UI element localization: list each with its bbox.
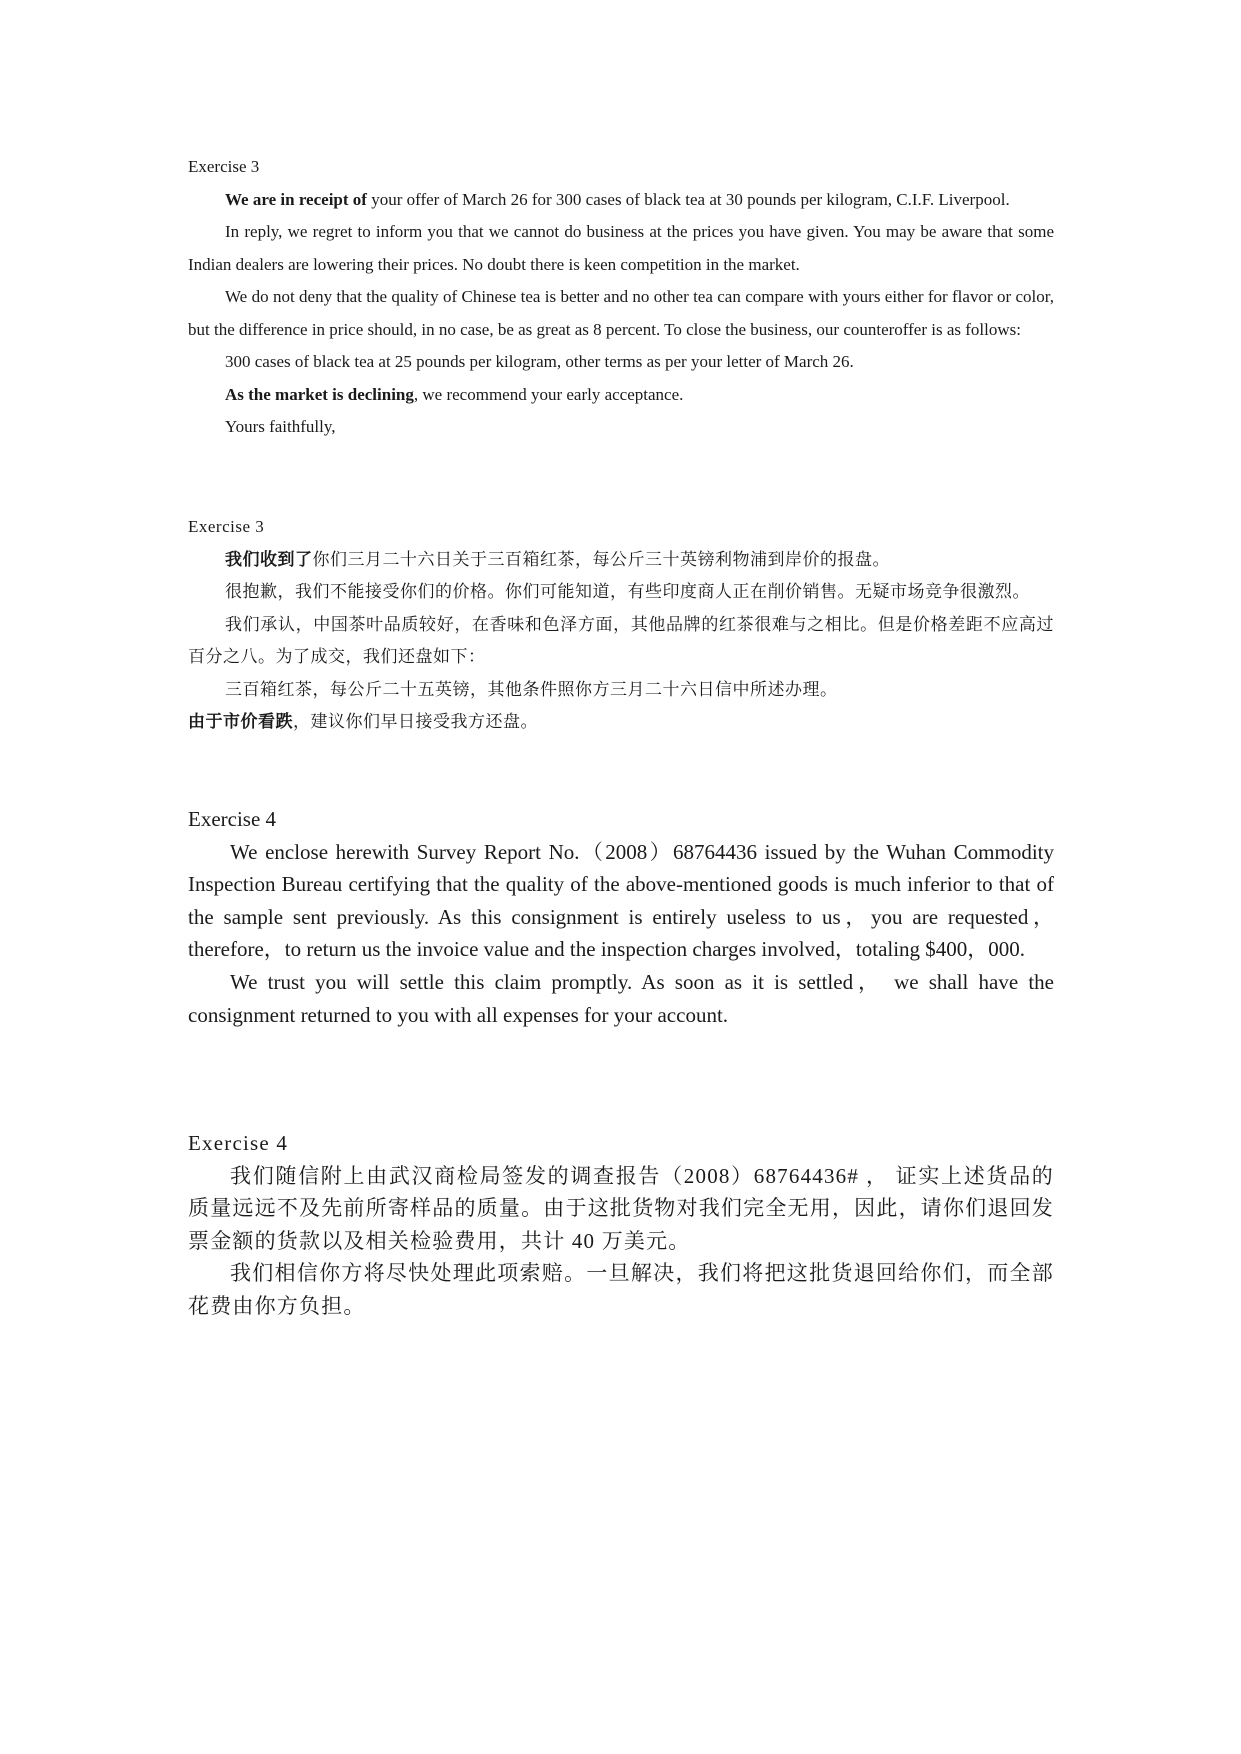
exercise-3-cn-heading: Exercise 3 [188, 517, 265, 536]
ex3-cn-paragraph-3: 我们承认，中国茶叶品质较好，在香味和色泽方面，其他品牌的红茶很难与之相比。但是价格差距不应高过百分之八。为了成交，我们还盘如下： [188, 614, 1054, 666]
ex3-en-paragraph-4: 300 cases of black tea at 25 pounds per kilogram, other terms as per your letter of March 26. [225, 352, 854, 371]
ex3-cn-paragraph-5 [188, 706, 1054, 739]
ex3-cn-paragraph-1 [188, 544, 1054, 577]
ex4-cn-paragraph-2: 我们相信你方将尽快处理此项索赔。一旦解决，我们将把这批货退回给你们，而全部花费由你方负担。 [188, 1261, 1054, 1318]
exercise-4-cn-heading: Exercise 4 [188, 1131, 289, 1155]
ex3-cn-paragraph-2: 很抱歉，我们不能接受你们的价格。你们可能知道，有些印度商人正在削价销售。无疑市场竞争很激烈。 [225, 582, 1030, 601]
ex3-cn-p5-text: ，建议你们早日接受我方还盘。 [293, 712, 538, 731]
ex3-en-paragraph-5 [188, 379, 1054, 412]
ex4-en-paragraph-1: We enclose herewith Survey Report No.（2008）68764436 issued by the Wuhan Commodity Inspection Bureau certifying that the quality of the above-mentioned goods is much inferior to that of the sample sent previously. As this consignment is entirely useless to us，you are requested，therefore，to return us the invoice value and the inspection charges involved，totaling $400，000. [188, 839, 1054, 962]
ex3-en-p1-text: your offer of March 26 for 300 cases of black tea at 30 pounds per kilogram, C.I.F. Liverpool. [366, 189, 1010, 209]
ex3-en-p5-bold: As the market is declining [225, 384, 414, 404]
exercise-4-heading: Exercise 4 [188, 807, 277, 831]
ex3-en-p5-text: , we recommend your early acceptance. [413, 384, 684, 404]
ex3-en-paragraph-1 [188, 184, 1054, 217]
ex4-en-paragraph-2: We trust you will settle this claim promptly. As soon as it is settled， we shall have the consignment returned to you with all expenses for your account. [188, 969, 1054, 1027]
ex3-cn-p1-bold: 我们收到了 [225, 549, 313, 569]
ex3-cn-p5-bold: 由于市价看跌 [188, 712, 293, 731]
ex3-cn-paragraph-4: 三百箱红茶，每公斤二十五英镑，其他条件照你方三月二十六日信中所述办理。 [225, 679, 838, 699]
exercise-4-chinese [188, 1127, 1054, 1323]
ex3-en-closing: Yours faithfully, [225, 417, 336, 436]
ex3-en-paragraph-2: In reply, we regret to inform you that we cannot do business at the prices you have given. You may be aware that some Indian dealers are lowering their prices. No doubt there is keen competition in the market. [188, 222, 1054, 274]
exercise-3-english [188, 151, 1054, 444]
exercise-4-english [188, 803, 1054, 1031]
exercise-3-chinese [188, 511, 1054, 739]
ex3-en-p1-bold: We are in receipt of [225, 189, 367, 209]
ex3-en-paragraph-3: We do not deny that the quality of Chinese tea is better and no other tea can compare with yours either for flavor or color, but the difference in price should, in no case, be as great as 8 percent. To close the business, our counteroffer is as follows: [188, 287, 1054, 339]
ex3-cn-p1-text: 你们三月二十六日关于三百箱红茶，每公斤三十英镑利物浦到岸价的报盘。 [312, 549, 890, 569]
ex4-cn-paragraph-1: 我们随信附上由武汉商检局签发的调查报告（2008）68764436# ， 证实上述货品的质量远远不及先前所寄样品的质量。由于这批货物对我们完全无用，因此，请你们退回发票金额的货款以及相关检验费用，共计 40 万美元。 [188, 1163, 1054, 1253]
exercise-3-heading: Exercise 3 [188, 157, 260, 176]
